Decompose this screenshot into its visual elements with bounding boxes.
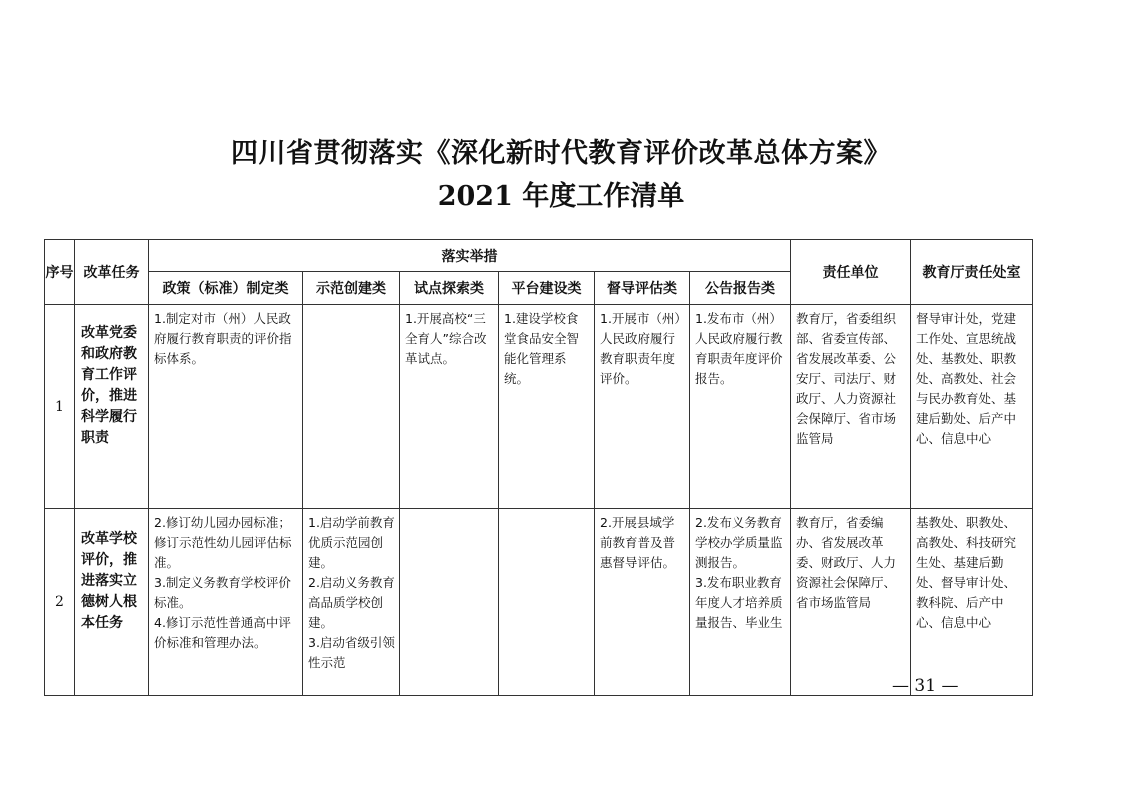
document-subtitle: 2021 年度工作清单 <box>437 181 685 212</box>
row-index: 1 <box>45 305 75 509</box>
responsible-dept: 基教处、职教处、高教处、科技研究生处、基建后勤处、督导审计处、教科院、后产中心、信息中心 <box>911 509 1033 696</box>
measure-cell: 2.发布义务教育学校办学质量监测报告。 3.发布职业教育年度人才培养质量报告、毕业生 <box>690 509 791 696</box>
header-policy: 政策（标准）制定类 <box>149 272 303 305</box>
row-index: 2 <box>45 509 75 696</box>
measure-cell: 2.开展县域学前教育普及普惠督导评估。 <box>595 509 690 696</box>
header-task: 改革任务 <box>75 240 149 305</box>
header-measures: 落实举措 <box>149 240 791 272</box>
measure-cell <box>303 305 400 509</box>
responsible-unit: 教育厅，省委组织部、省委宣传部、省发展改革委、公安厅、司法厅、财政厅、人力资源社会保障厅、省市场监管局 <box>791 305 911 509</box>
header-pilot: 试点探索类 <box>400 272 499 305</box>
page-number: — 31 — <box>892 676 959 696</box>
header-responsible-unit: 责任单位 <box>791 240 911 305</box>
measure-cell: 1.建设学校食堂食品安全智能化管理系统。 <box>499 305 595 509</box>
header-platform: 平台建设类 <box>499 272 595 305</box>
header-report: 公告报告类 <box>690 272 791 305</box>
reform-task: 改革学校评价，推进落实立德树人根本任务 <box>75 509 149 696</box>
measure-cell: 1.制定对市（州）人民政府履行教育职责的评价指标体系。 <box>149 305 303 509</box>
measure-cell <box>499 509 595 696</box>
measure-cell: 1.发布市（州）人民政府履行教育职责年度评价报告。 <box>690 305 791 509</box>
document-title: 四川省贯彻落实《深化新时代教育评价改革总体方案》 <box>231 138 891 169</box>
measure-cell: 1.启动学前教育优质示范园创建。 2.启动义务教育高品质学校创建。 3.启动省级引领性示范 <box>303 509 400 696</box>
table-row <box>45 305 1033 509</box>
measure-cell: 2.修订幼儿园办园标准；修订示范性幼儿园评估标准。 3.制定义务教育学校评价标准。 4.修订示范性普通高中评价标准和管理办法。 <box>149 509 303 696</box>
measure-cell: 1.开展市（州）人民政府履行教育职责年度评价。 <box>595 305 690 509</box>
header-responsible-dept: 教育厅责任处室 <box>911 240 1033 305</box>
work-list-table <box>44 239 1033 696</box>
table-row <box>45 509 1033 696</box>
measure-cell: 1.开展高校“三全育人”综合改革试点。 <box>400 305 499 509</box>
reform-task: 改革党委和政府教育工作评价，推进科学履行职责 <box>75 305 149 509</box>
responsible-unit: 教育厅，省委编办、省发展改革委、财政厅、人力资源社会保障厅、省市场监管局 <box>791 509 911 696</box>
header-supervision: 督导评估类 <box>595 272 690 305</box>
responsible-dept: 督导审计处，党建工作处、宣思统战处、基教处、职教处、高教处、社会与民办教育处、基建后勤处、后产中心、信息中心 <box>911 305 1033 509</box>
header-seq: 序号 <box>45 240 75 305</box>
header-demonstration: 示范创建类 <box>303 272 400 305</box>
measure-cell <box>400 509 499 696</box>
